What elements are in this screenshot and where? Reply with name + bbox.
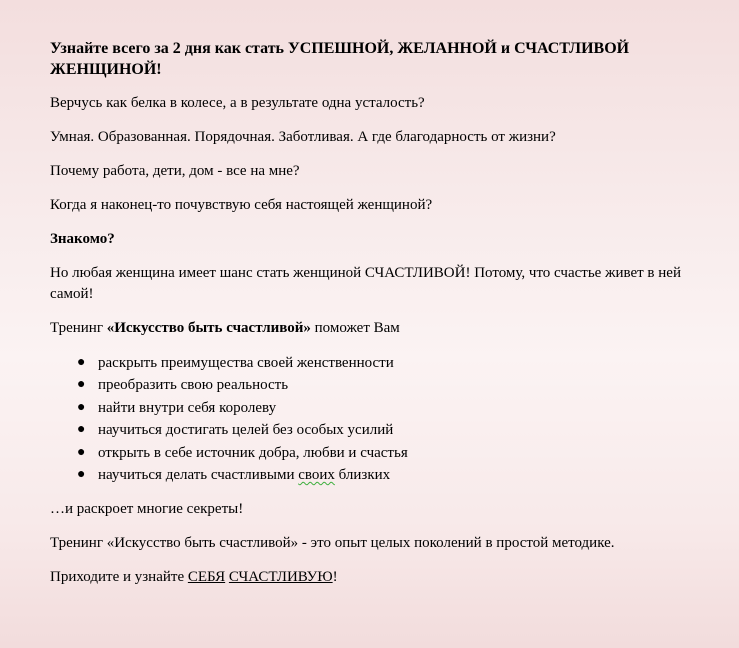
- list-item-text: раскрыть преимущества своей женственности: [98, 355, 394, 371]
- headline: Узнайте всего за 2 дня как стать УСПЕШНОЙ, ЖЕЛАННОЙ и СЧАСТЛИВОЙ ЖЕНЩИНОЙ!: [50, 40, 630, 78]
- bullet-icon: ●: [77, 399, 86, 415]
- link-self[interactable]: СЕБЯ: [187, 569, 226, 586]
- generations-text: Тренинг «Искусство быть счастливой» - это опыт целых поколений в простой методике.: [50, 535, 615, 552]
- closing-text: [50, 567, 700, 588]
- spellcheck-marked-word: своих: [298, 467, 335, 484]
- chance-paragraph: Но любая женщина имеет шанс стать женщиной СЧАСТЛИВОЙ! Потому, что счастье живет в ней самой!: [50, 265, 681, 302]
- bullet-icon: ●: [77, 355, 86, 370]
- closing-before: Приходите и узнайте: [50, 569, 188, 586]
- closing-after: !: [332, 569, 338, 586]
- training-intro-before: Тренинг: [50, 320, 107, 336]
- list-item-text: открыть в себе источник добра, любви и счастья: [98, 444, 408, 461]
- list-item: [77, 419, 700, 441]
- list-item-text: научиться достигать целей без особых усилий: [98, 422, 394, 439]
- bullet-icon: ●: [77, 444, 86, 460]
- list-item-text-before: научиться делать счастливыми: [98, 467, 299, 484]
- secrets-text: …и раскроет многие секреты!: [50, 501, 244, 518]
- list-item-text: найти внутри себя королеву: [98, 399, 277, 416]
- list-item: [77, 397, 700, 419]
- bullet-icon: ●: [77, 467, 86, 483]
- list-item: [77, 442, 700, 464]
- question-2: Умная. Образованная. Порядочная. Заботливая. А где благодарность от жизни?: [50, 129, 556, 145]
- bullet-icon: ●: [77, 422, 86, 438]
- training-intro: [50, 318, 700, 339]
- training-name: «Искусство быть счастливой»: [106, 320, 311, 336]
- list-item: [77, 352, 700, 374]
- familiar-text: Знакомо?: [50, 231, 115, 247]
- training-intro-after: поможет Вам: [310, 320, 400, 336]
- list-item: [77, 464, 700, 486]
- question-4: Когда я наконец-то почувствую себя настоящей женщиной?: [50, 197, 433, 213]
- link-happy[interactable]: СЧАСТЛИВУЮ: [228, 569, 333, 586]
- document-body: [50, 38, 700, 601]
- list-item-text-after: близких: [334, 467, 391, 484]
- list-item: [77, 374, 700, 396]
- list-item-text: преобразить свою реальность: [98, 377, 289, 394]
- question-1: Верчусь как белка в колесе, а в результате одна усталость?: [50, 95, 425, 111]
- bullet-icon: ●: [77, 377, 86, 393]
- question-3: Почему работа, дети, дом - все на мне?: [50, 163, 300, 179]
- benefits-list: [50, 352, 700, 486]
